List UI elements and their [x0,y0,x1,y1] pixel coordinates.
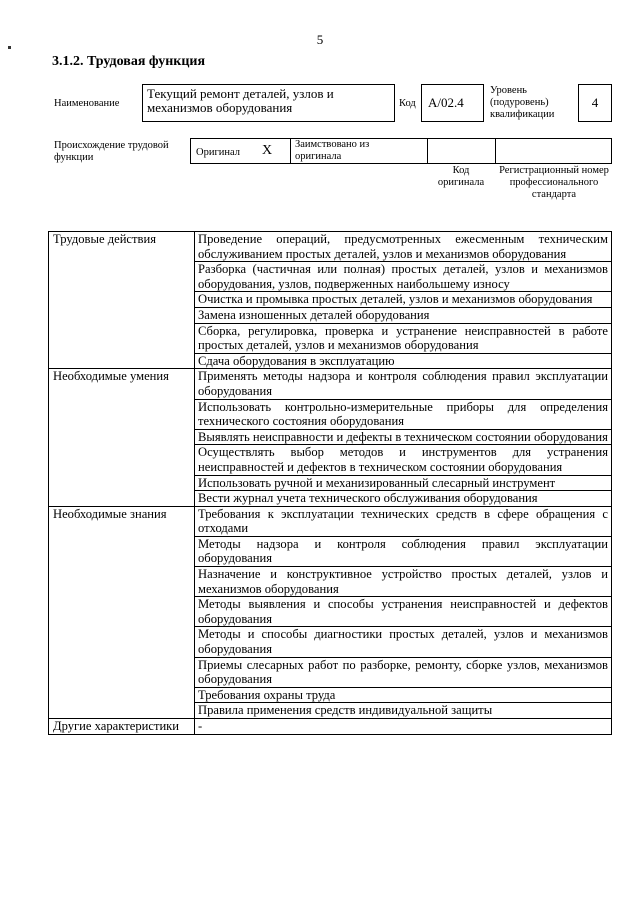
item-cell: Сдача оборудования в эксплуатацию [195,353,612,369]
table-row [49,369,612,399]
name-label: Наименование [54,98,120,109]
code-value-box [421,84,484,122]
item-cell: Осуществлять выбор методов и инструментов для устранения неисправностей и дефектов в техническом состоянии оборудования [195,445,612,475]
category-cell: Необходимые знания [49,506,195,718]
item-cell: Назначение и конструктивное устройство простых деталей, узлов и механизмов оборудования [195,567,612,597]
original-label: Оригинал [196,147,240,158]
item-cell: Выявлять неисправности и дефекты в техническом состоянии оборудования [195,429,612,445]
item-cell: - [195,719,612,735]
level-label: Уровень (подуровень) квалификации [490,85,555,120]
item-cell: Разборка (частичная или полная) простых деталей, узлов и механизмов оборудования, узлов, подверженных наибольшему износу [195,262,612,292]
item-cell: Методы выявления и способы устранения неисправностей и дефектов оборудования [195,597,612,627]
origin-divider-2 [427,139,428,163]
item-cell: Методы и способы диагностики простых деталей, узлов и механизмов оборудования [195,627,612,657]
code-value: A/02.4 [428,95,464,110]
item-cell: Очистка и промывка простых деталей, узлов и механизмов оборудования [195,292,612,308]
item-cell: Использовать контрольно-измерительные приборы для определения технического состояния оборудования [195,399,612,429]
item-cell: Замена изношенных деталей оборудования [195,307,612,323]
category-cell: Другие характеристики [49,719,195,735]
level-value-box [578,84,612,122]
table-row [49,506,612,536]
level-value: 4 [591,95,599,110]
item-cell: Сборка, регулировка, проверка и устранение неисправностей в работе простых деталей, узлов и механизмов оборудования [195,323,612,353]
table-row [49,232,612,262]
reg-caption: Регистрационный номер профессионального стандарта [499,165,609,200]
original-mark: X [262,143,273,158]
table-row [49,719,612,735]
item-cell: Применять методы надзора и контроля соблюдения правил эксплуатации оборудования [195,369,612,399]
origin-label: Происхождение трудовой функции [54,140,169,163]
category-cell: Трудовые действия [49,232,195,369]
category-cell: Необходимые умения [49,369,195,506]
name-value: Текущий ремонт деталей, узлов и механизмов оборудования [147,86,334,115]
page-number: 5 [316,32,324,47]
item-cell: Правила применения средств индивидуальной защиты [195,703,612,719]
origin-row [190,138,612,164]
function-table [48,231,612,735]
origin-divider-1 [290,139,291,163]
name-value-box [142,84,395,122]
code-caption: Код оригинала [437,165,485,188]
item-cell: Требования к эксплуатации технических средств в сфере обращения с отходами [195,506,612,536]
borrowed-label: Заимствовано из оригинала [295,139,370,162]
section-title: 3.1.2. Трудовая функция [52,54,206,69]
item-cell: Методы надзора и контроля соблюдения правил эксплуатации оборудования [195,536,612,566]
code-label: Код [399,98,416,109]
origin-divider-3 [495,139,496,163]
item-cell: Требования охраны труда [195,687,612,703]
item-cell: Проведение операций, предусмотренных ежесменным техническим обслуживанием простых деталей, узлов и механизмов оборудования [195,232,612,262]
item-cell: Вести журнал учета технического обслуживания оборудования [195,491,612,507]
item-cell: Использовать ручной и механизированный слесарный инструмент [195,475,612,491]
item-cell: Приемы слесарных работ по разборке, ремонту, сборке узлов, механизмов оборудования [195,657,612,687]
